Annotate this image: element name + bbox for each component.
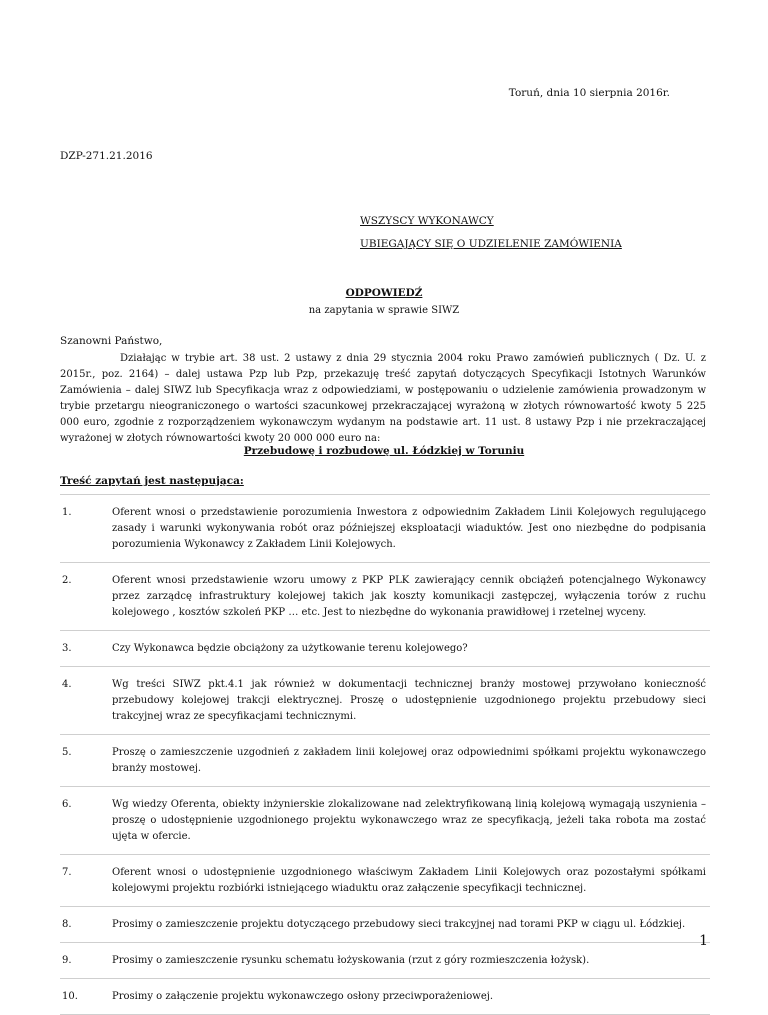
question-text: Proszę o zamieszczenie uzgodnień z zakładem linii kolejowej oraz odpowiednimi spółkami projektu wykonawczego branży mostowej. [112, 747, 706, 774]
question-number: 5. [62, 747, 72, 758]
greeting: Szanowni Państwo, [60, 335, 163, 347]
question-row [60, 562, 710, 630]
question-row [60, 906, 710, 942]
question-number: 6. [62, 799, 72, 810]
question-text: Wg treści SIWZ pkt.4.1 jak również w dokumentacji technicznej branży mostowej przywołano konieczność przebudowy kolejowej trakcji elektrycznej. Proszę o udostępnienie uzgodnionego projektu przebudowy sieci trakcyjnej wraz ze specyfikacjami technicznymi. [112, 679, 706, 722]
question-text: Prosimy o załączenie projektu wykonawczego osłony przeciwporażeniowej. [112, 991, 494, 1002]
intro-paragraph: Działając w trybie art. 38 ust. 2 ustawy z dnia 29 stycznia 2004 roku Prawo zamówień publicznych ( Dz. U. z 2015r., poz. 2164) – dalej ustawa Pzp lub Pzp, przekazuję treść zapytań dotyczących Specyfikacji Istotnych Warunków Zamówienia – dalej SIWZ lub Specyfikacja wraz z odpowiedziami, w postępowaniu o udzielenie zamówienia prowadzonym w trybie przetargu nieograniczonego o wartości szacunkowej przekraczającej wyrażoną w złotych równowartość kwoty 5 225 000 euro, zgodnie z rozporządzeniem wykonawczym wydanym na podstawie art. 11 ust. 8 ustawy Pzp i nie przekraczającej wyrażonej w złotych równowartości kwoty 20 000 000 euro na: [60, 353, 706, 444]
question-text: Czy Wykonawca będzie obciążony za użytkowanie terenu kolejowego? [112, 643, 468, 654]
question-row [60, 494, 710, 562]
question-row [60, 978, 710, 1015]
question-number: 8. [62, 919, 72, 930]
questions-heading: Treść zapytań jest następująca: [60, 475, 244, 487]
document-subtitle: na zapytania w sprawie SIWZ [308, 305, 460, 316]
page-number: 1 [699, 933, 708, 949]
question-row [60, 666, 710, 734]
question-number: 10. [62, 991, 78, 1002]
subject-line: Przebudowę i rozbudowę ul. Łódzkiej w Toruniu [243, 445, 525, 457]
question-text: Oferent wnosi przedstawienie wzoru umowy z PKP PLK zawierający cennik obciążeń potencjalnego Wykonawcy przez zarządcę infrastruktury kolejowej takich jak koszty komunikacji zastępczej, wyłączenia torów z ruchu kolejowego , kosztów szkoleń PKP … etc. Jest to niezbędne do wykonania prawidłowej i rzetelnej wyceny. [112, 575, 706, 618]
questions-table [60, 494, 710, 1015]
question-row [60, 786, 710, 854]
question-text: Oferent wnosi o udostępnienie uzgodnionego właściwym Zakładem Linii Kolejowych oraz pozostałymi spółkami kolejowymi projektu rozbiórki istniejącego wiaduktu oraz załączenie specyfikacji technicznej. [112, 867, 706, 894]
question-number: 3. [62, 643, 72, 654]
question-number: 7. [62, 867, 72, 878]
question-text: Oferent wnosi o przedstawienie porozumienia Inwestora z odpowiednim Zakładem Linii Kolejowych regulującego zasady i warunki wykonywania robót oraz późniejszej eksploatacji wiaduktów. Jest ono niezbędne do podpisania porozumienia Wykonawcy z Zakładem Linii Kolejowych. [112, 507, 706, 550]
question-row [60, 854, 710, 906]
question-number: 1. [62, 507, 72, 518]
addressee-line-2: UBIEGAJĄCY SIĘ O UDZIELENIE ZAMÓWIENIA [360, 238, 622, 250]
document-title: ODPOWIEDŹ [345, 287, 423, 299]
question-row [60, 942, 710, 978]
reference-number: DZP-271.21.2016 [60, 150, 153, 162]
question-text: Wg wiedzy Oferenta, obiekty inżynierskie zlokalizowane nad zelektryfikowaną linią kolejową wymagają uszynienia – proszę o udostępnienie uzgodnionego projektu wykonawczego wraz ze specyfikacją, jeżeli taka robota ma zostać ujęta w ofercie. [112, 799, 706, 842]
question-text: Prosimy o zamieszczenie rysunku schematu łożyskowania (rzut z góry rozmieszczenia łożysk). [112, 955, 590, 966]
document-date: Toruń, dnia 10 sierpnia 2016r. [508, 87, 670, 99]
question-row [60, 734, 710, 786]
question-text: Prosimy o zamieszczenie projektu dotyczącego przebudowy sieci trakcyjnej nad torami PKP w ciągu ul. Łódzkiej. [112, 919, 686, 930]
question-number: 4. [62, 679, 72, 690]
addressee-line-1: WSZYSCY WYKONAWCY [360, 215, 494, 227]
question-number: 2. [62, 575, 72, 586]
question-number: 9. [62, 955, 72, 966]
question-row [60, 630, 710, 666]
